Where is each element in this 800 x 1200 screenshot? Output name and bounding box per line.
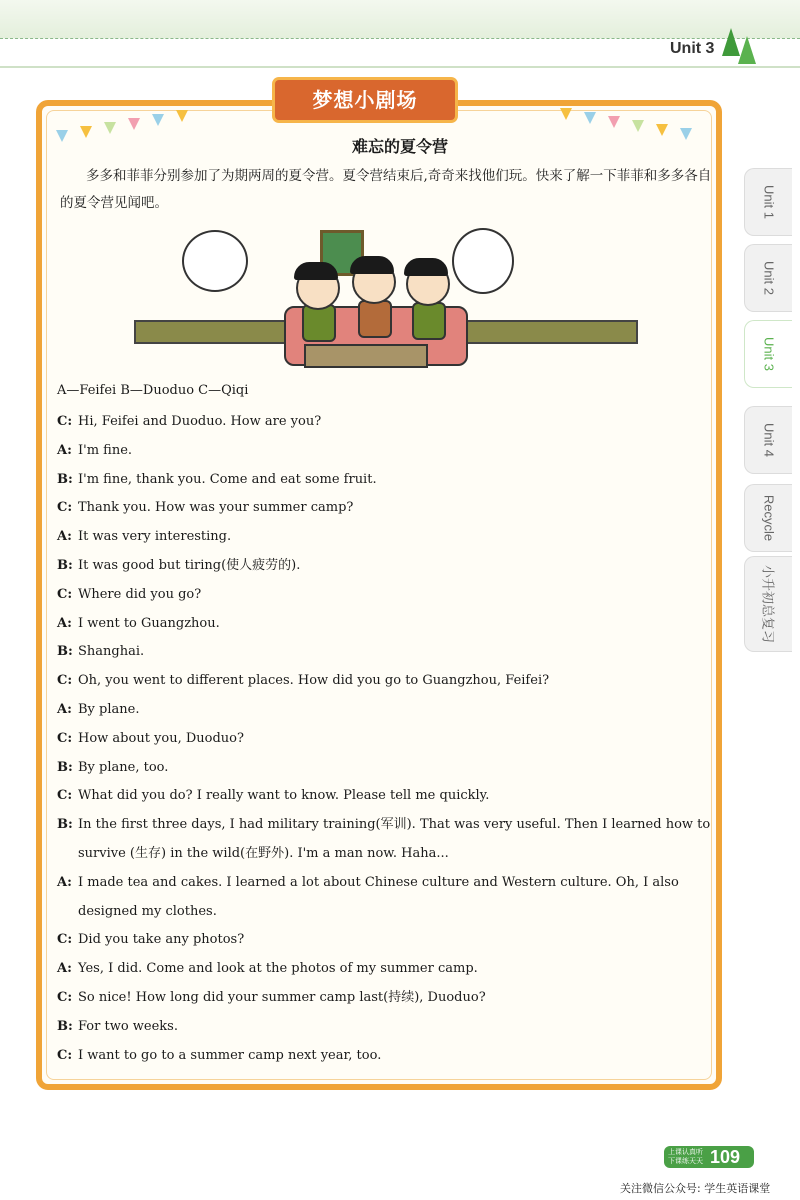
dialog-line: A: I went to Guangzhou. <box>57 615 220 631</box>
unit-heading: Unit 3 <box>670 40 715 57</box>
page-number-badge <box>664 1146 754 1168</box>
dialog-line: A: I made tea and cakes. I learned a lot about Chinese culture and Western culture. Oh, I also designed my clothes. <box>57 874 679 919</box>
dialog-line: C: What did you do? I really want to know. Please tell me quickly. <box>57 788 490 804</box>
dialog-line: C: So nice! How long did your summer camp last(持续), Duoduo? <box>57 989 486 1005</box>
bunting-flag <box>80 126 92 138</box>
dialog-line: B: I'm fine, thank you. Come and eat some fruit. <box>57 471 377 487</box>
bunting-flag <box>152 114 164 126</box>
story-title: 难忘的夏令营 <box>351 137 448 156</box>
dialog-line: C: Oh, you went to different places. How did you go to Guangzhou, Feifei? <box>57 673 550 689</box>
dialog-line: A: Yes, I did. Come and look at the photos of my summer camp. <box>57 961 478 977</box>
header-band <box>0 0 800 39</box>
bunting-flag <box>608 116 620 128</box>
badge-line-1: 上课认真听 <box>668 1148 703 1156</box>
thought-bubble-right <box>452 228 514 294</box>
sofa-illustration <box>134 222 634 372</box>
character-hair <box>350 256 394 274</box>
tab-recycle[interactable]: Recycle <box>744 484 792 552</box>
thought-bubble-left <box>182 230 248 292</box>
bunting-flag <box>56 130 68 142</box>
dialog-line: B: For two weeks. <box>57 1018 178 1034</box>
bunting-flag <box>656 124 668 136</box>
tab-unit-3[interactable]: Unit 3 <box>744 320 792 388</box>
dialog-list <box>57 408 717 1070</box>
role-key: A—Feifei B—Duoduo C—Qiqi <box>57 383 249 398</box>
bunting-flag <box>104 122 116 134</box>
dialog-line: C: I want to go to a summer camp next year, too. <box>57 1047 382 1063</box>
character-hair <box>404 258 448 276</box>
tab-unit-1[interactable]: Unit 1 <box>744 168 792 236</box>
tab-unit-4[interactable]: Unit 4 <box>744 406 792 474</box>
bunting-flag <box>632 120 644 132</box>
dialog-line: B: Shanghai. <box>57 644 145 660</box>
character-body <box>412 302 446 340</box>
dialog-line: C: Hi, Feifei and Duoduo. How are you? <box>57 414 322 429</box>
dialog-line: A: By plane. <box>57 701 140 717</box>
badge-line-2: 下课练天天 <box>668 1157 703 1165</box>
page-number: 109 <box>710 1147 741 1167</box>
bunting-flag <box>680 128 692 140</box>
dialog-line: B: By plane, too. <box>57 759 169 775</box>
tree-icon <box>738 36 756 64</box>
dialog-line: C: Thank you. How was your summer camp? <box>57 500 354 516</box>
bunting-flag <box>176 110 188 122</box>
dialog-line: B: In the first three days, I had military training(军训). That was very useful. Then I learned how to survive (生存) in the wild(在野外). I'm a man now. Haha... <box>57 817 711 861</box>
character-body <box>358 300 392 338</box>
dialog-line: B: It was good but tiring(使人疲劳的). <box>57 557 301 573</box>
bunting-flag <box>128 118 140 130</box>
dialog-line: A: It was very interesting. <box>57 529 232 545</box>
bunting-flag <box>560 108 572 120</box>
footer-note: 关注微信公众号: 学生英语课堂 <box>620 1182 771 1195</box>
dialog-line: C: Where did you go? <box>57 586 202 602</box>
dialog-line: A: I'm fine. <box>57 442 133 458</box>
dialog-line: C: How about you, Duoduo? <box>57 730 244 746</box>
dialog-line: C: Did you take any photos? <box>57 932 245 948</box>
tab-unit-2[interactable]: Unit 2 <box>744 244 792 312</box>
header-divider <box>0 66 800 68</box>
coffee-table <box>304 344 428 368</box>
tab-review[interactable]: 小升初总复习 <box>744 556 792 652</box>
section-banner: 梦想小剧场 <box>275 80 455 120</box>
bunting-flag <box>584 112 596 124</box>
story-intro: 多多和菲菲分别参加了为期两周的夏令营。夏令营结束后,奇奇来找他们玩。快来了解一下菲菲和多多各自的夏令营见闻吧。 <box>60 168 712 211</box>
character-hair <box>294 262 338 280</box>
